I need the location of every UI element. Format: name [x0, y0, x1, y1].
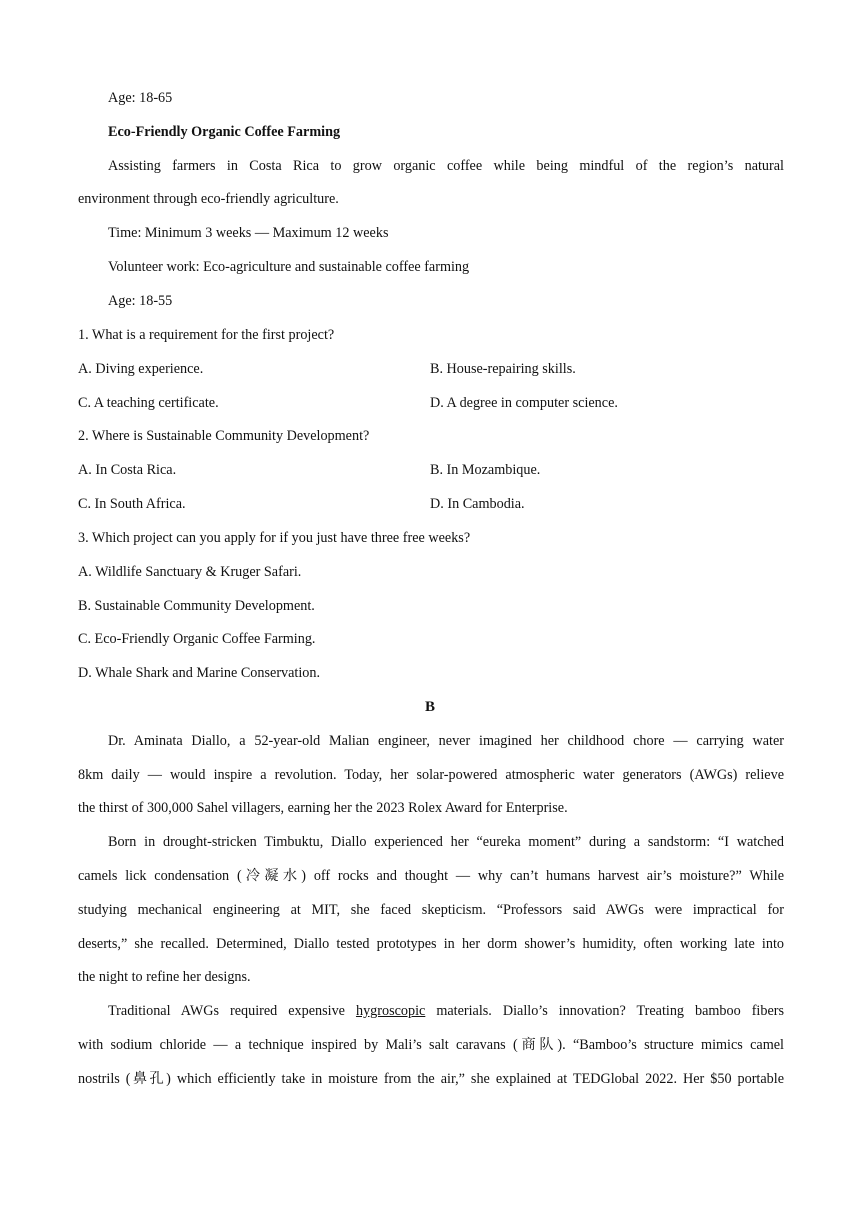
- passage-p3-line1: [108, 1001, 784, 1021]
- question-3-option-d: D. Whale Shark and Marine Conservation.: [78, 665, 321, 681]
- question-3-option-b: B. Sustainable Community Development.: [78, 598, 315, 614]
- passage-p3-line1-end: materials. Diallo’s innovation? Treating bamboo fibers: [425, 1003, 785, 1019]
- passage-p3-line1-start: Traditional AWGs required expensive: [108, 1003, 356, 1019]
- passage-p2-line3: studying mechanical engineering at MIT, she faced skepticism. “Professors said AWGs were impractical for: [78, 902, 784, 918]
- project3-work: Volunteer work: Eco-agriculture and sustainable coffee farming: [108, 259, 470, 275]
- project3-description-line2: environment through eco-friendly agriculture.: [78, 191, 339, 207]
- project3-age: Age: 18-55: [108, 293, 173, 309]
- question-1-option-b: B. House-repairing skills.: [430, 361, 576, 377]
- question-2-option-a: A. In Costa Rica.: [78, 462, 177, 478]
- passage-p1-line3: the thirst of 300,000 Sahel villagers, earning her the 2023 Rolex Award for Enterprise.: [78, 800, 568, 816]
- passage-p2-line2: camels lick condensation (冷凝水) off rocks and thought — why can’t humans harvest air’s moisture?” While: [78, 868, 784, 884]
- question-2-option-c: C. In South Africa.: [78, 496, 186, 512]
- question-1-option-c: C. A teaching certificate.: [78, 395, 219, 411]
- project2-age: Age: 18-65: [108, 90, 173, 106]
- passage-p1-line1: Dr. Aminata Diallo, a 52-year-old Malian engineer, never imagined her childhood chore — carrying water: [108, 733, 784, 749]
- project3-time: Time: Minimum 3 weeks — Maximum 12 weeks: [108, 225, 389, 241]
- question-2-option-b: B. In Mozambique.: [430, 462, 541, 478]
- question-3-option-c: C. Eco-Friendly Organic Coffee Farming.: [78, 631, 316, 647]
- section-b-heading: B: [424, 699, 435, 715]
- passage-p2-line5: the night to refine her designs.: [78, 969, 251, 985]
- passage-p3-line3: nostrils (鼻孔) which efficiently take in moisture from the air,” she explained at TEDGlobal 2022. Her $50 portable: [78, 1071, 784, 1087]
- question-3-stem: 3. Which project can you apply for if you just have three free weeks?: [78, 530, 471, 546]
- question-2-stem: 2. Where is Sustainable Community Development?: [78, 428, 370, 444]
- project3-description-line1: Assisting farmers in Costa Rica to grow organic coffee while being mindful of the region’s natural: [108, 158, 784, 174]
- passage-p3-line2: with sodium chloride — a technique inspired by Mali’s salt caravans (商队). “Bamboo’s structure mimics camel: [78, 1037, 784, 1053]
- question-1-option-d: D. A degree in computer science.: [430, 395, 618, 411]
- passage-p2-line4: deserts,” she recalled. Determined, Diallo tested prototypes in her dorm shower’s humidity, often working late into: [78, 936, 784, 952]
- question-3-option-a: A. Wildlife Sanctuary & Kruger Safari.: [78, 564, 302, 580]
- underlined-word-hygroscopic: hygroscopic: [355, 1003, 426, 1019]
- question-1-stem: 1. What is a requirement for the first project?: [78, 327, 335, 343]
- passage-p2-line1: Born in drought-stricken Timbuktu, Diallo experienced her “eureka moment” during a sandstorm: “I watched: [108, 834, 784, 850]
- question-2-option-d: D. In Cambodia.: [430, 496, 525, 512]
- question-1-option-a: A. Diving experience.: [78, 361, 204, 377]
- project3-title: Eco-Friendly Organic Coffee Farming: [108, 124, 341, 140]
- passage-p1-line2: 8km daily — would inspire a revolution. Today, her solar-powered atmospheric water generators (AWGs) relieve: [78, 767, 784, 783]
